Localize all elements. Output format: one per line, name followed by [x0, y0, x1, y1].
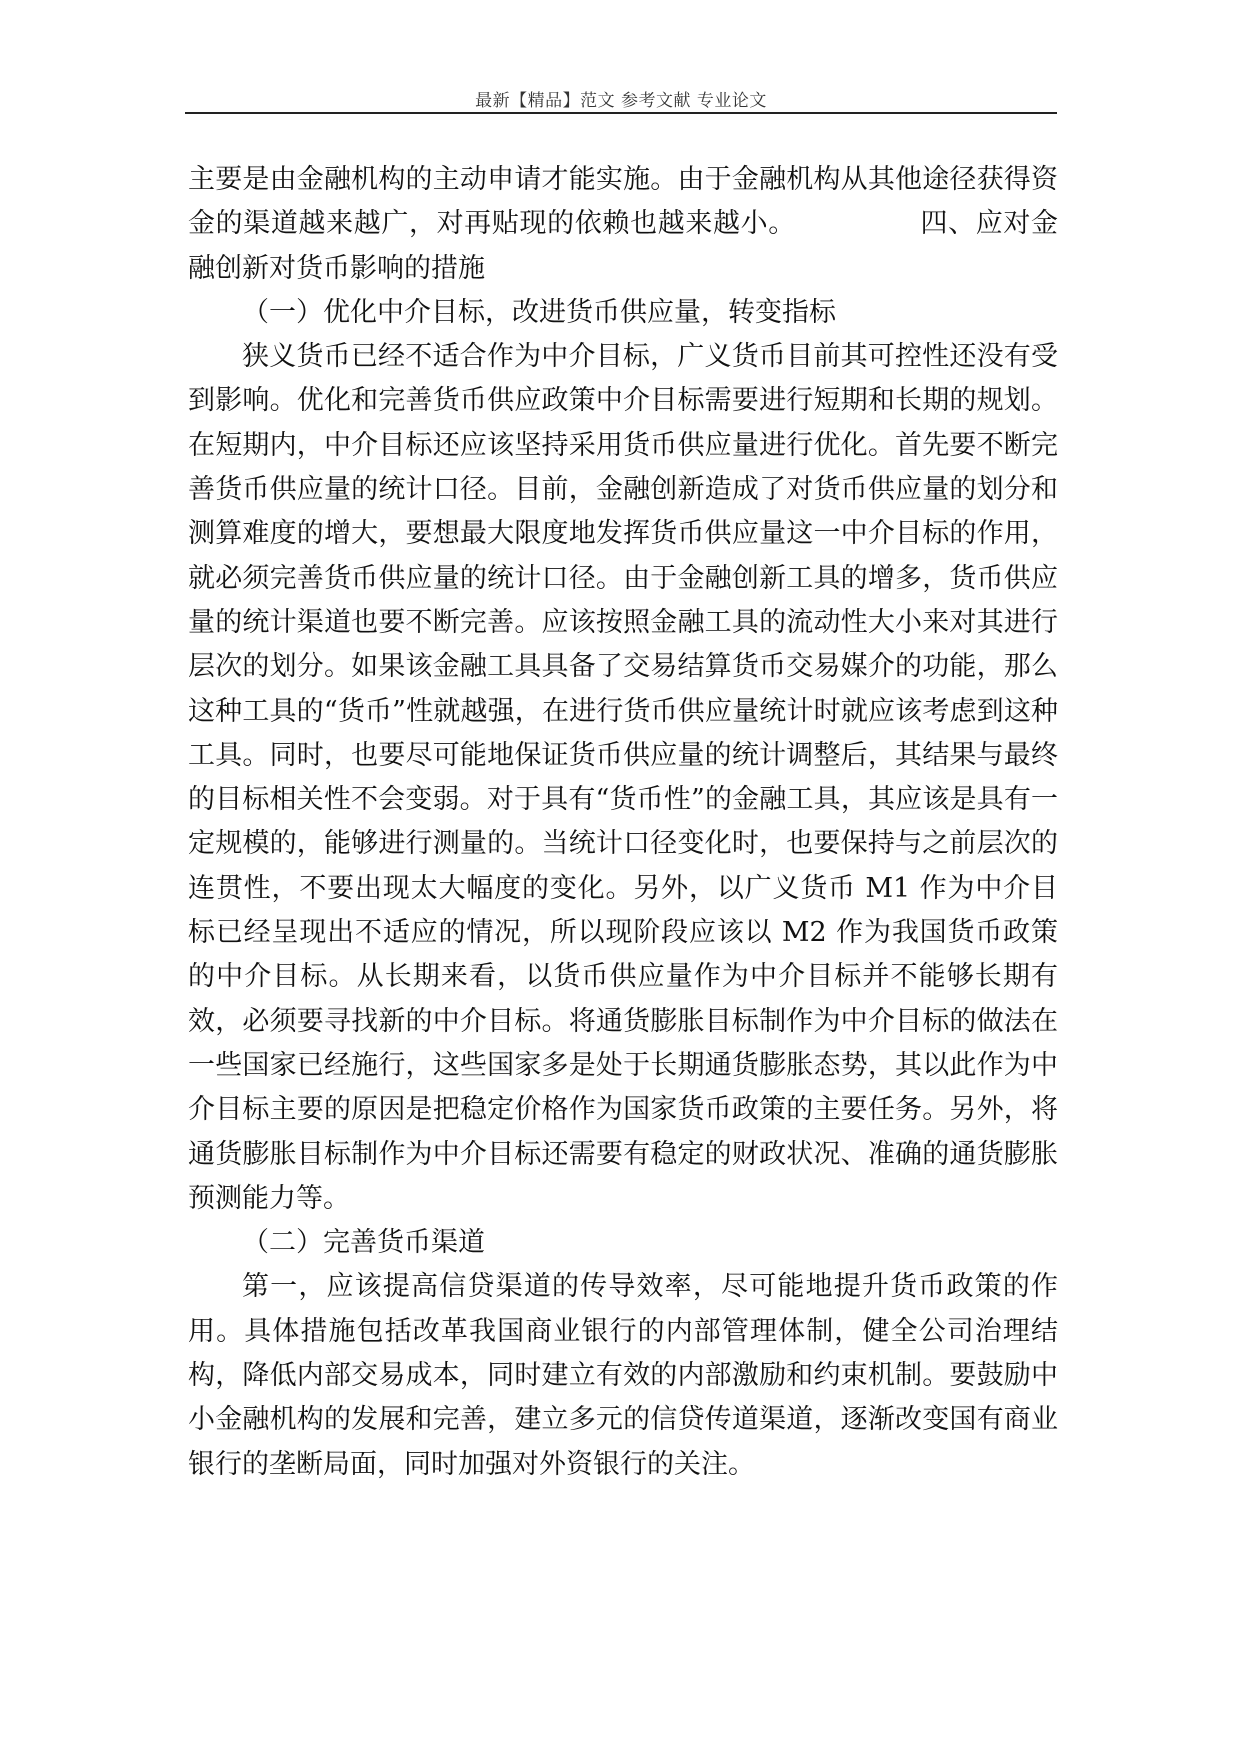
section-heading-1: （一）优化中介目标，改进货币供应量，转变指标	[242, 296, 836, 328]
paragraph-narrow-money: 狭义货币已经不适合作为中介目标，广义货币目前其可控性还没有受到影响。优化和完善货币供应政策中介目标需要进行短期和长期的规划。在短期内，中介目标还应该坚持采用货币供应量进行优化。首先要不断完善货币供应量的统计口径。目前，金融创新造成了对货币供应量的划分和测算难度的增大，要想最大限度地发挥货币供应量这一中介目标的作用，就必须完善货币供应量的统计口径。由于金融创新工具的增多，货币供应量的统计渠道也要不断完善。应该按照金融工具的流动性大小来对其进行层次的划分。如果该金融工具具备了交易结算货币交易媒介的功能，那么这种工具的“货币”性就越强，在进行货币供应量统计时就应该考虑到这种工具。同时，也要尽可能地保证货币供应量的统计调整后，其结果与最终的目标相关性不会变弱。对于具有“货币性”的金融工具，其应该是具有一定规模的，能够进行测量的。当统计口径变化时，也要保持与之前层次的连贯性，不要出现太大幅度的变化。另外，以广义货币 M1 作为中介目标已经呈现出不适应的情况，所以现阶段应该以 M2 作为我国货币政策的中介目标。从长期来看，以货币供应量作为中介目标并不能够长期有效，必须要寻找新的中介目标。将通货膨胀目标制作为中介目标的做法在一些国家已经施行，这些国家多是处于长期通货膨胀态势，其以此作为中介目标主要的原因是把稳定价格作为国家货币政策的主要任务。另外，将通货膨胀目标制作为中介目标还需要有稳定的财政状况、准确的通货膨胀预测能力等。	[188, 341, 1058, 1214]
page-header: 最新【精品】范文 参考文献 专业论文	[475, 91, 767, 111]
paragraph-continued: 主要是由金融机构的主动申请才能实施。由于金融机构从其他途径获得资金的渠道越来越广，对再贴现的依赖也越来越小。 四、应对金融创新对货币影响的措施	[188, 164, 1058, 284]
section-heading-2: （二）完善货币渠道	[242, 1227, 485, 1259]
paragraph-first-measure: 第一，应该提高信贷渠道的传导效率，尽可能地提升货币政策的作用。具体措施包括改革我国商业银行的内部管理体制，健全公司治理结构，降低内部交易成本，同时建立有效的内部激励和约束机制。要鼓励中小金融机构的发展和完善，建立多元的信贷传道渠道，逐渐改变国有商业银行的垄断局面，同时加强对外资银行的关注。	[188, 1271, 1058, 1480]
header-divider	[185, 112, 1057, 114]
document-body	[188, 158, 1058, 1487]
